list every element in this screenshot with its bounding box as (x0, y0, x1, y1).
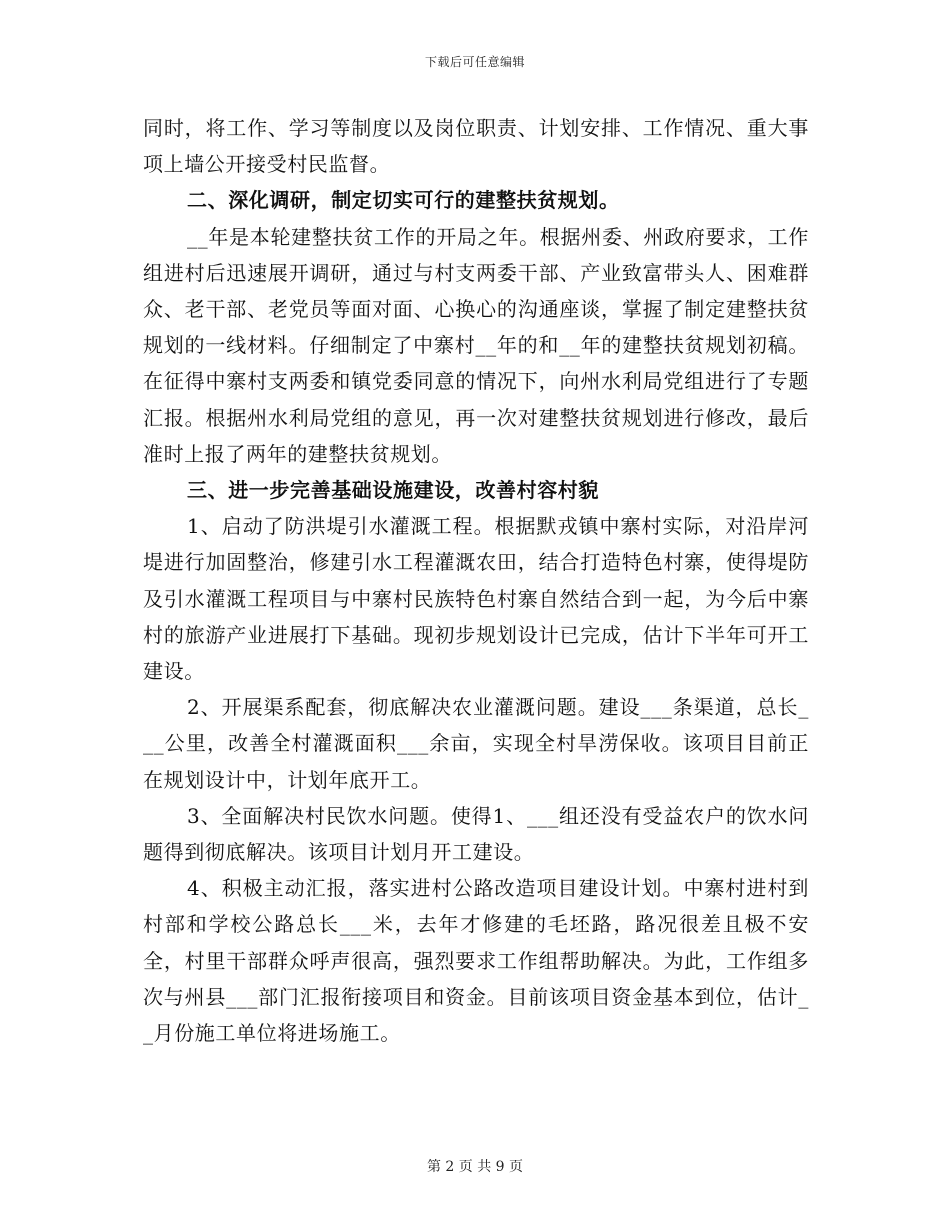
body-paragraph: 1、启动了防洪堤引水灌溉工程。根据默戎镇中寨村实际，对沿岸河堤进行加固整治，修建引水工程灌溉农田，结合打造特色村寨，使得堤防及引水灌溉工程项目与中寨村民族特色村寨自然结合到一起，为今后中寨村的旅游产业进展打下基础。现初步规划设计已完成，估计下半年可开工建设。 (143, 514, 809, 684)
body-paragraph: 4、积极主动汇报，落实进村公路改造项目建设计划。中寨村进村到村部和学校公路总长___米，去年才修建的毛坯路，路况很差且极不安全，村里干部群众呼声很高，强烈要求工作组帮助解决。为此，工作组多次与州县___部门汇报衔接项目和资金。目前该项目资金基本到位，估计__月份施工单位将进场施工。 (143, 876, 809, 1046)
body-paragraph: __年是本轮建整扶贫工作的开局之年。根据州委、州政府要求，工作组进村后迅速展开调研，通过与村支两委干部、产业致富带头人、困难群众、老干部、老党员等面对面、心换心的沟通座谈，掌握了制定建整扶贫规划的一线材料。仔细制定了中寨村__年的和__年的建整扶贫规划初稿。在征得中寨村支两委和镇党委同意的情况下，向州水利局党组进行了专题汇报。根据州水利局党组的意见，再一次对建整扶贫规划进行修改，最后准时上报了两年的建整扶贫规划。 (143, 224, 809, 466)
section-heading: 二、深化调研，制定切实可行的建整扶贫规划。 (187, 188, 620, 213)
body-paragraph: 同时，将工作、学习等制度以及岗位职责、计划安排、工作情况、重大事项上墙公开接受村民监督。 (143, 116, 809, 177)
section-heading: 三、进一步完善基础设施建设，改善村容村貌 (187, 478, 599, 503)
page-number-indicator: 第 2 页 共 9 页 (426, 1159, 524, 1175)
document-body (143, 110, 809, 1051)
page-header-note: 下载后可任意编辑 (424, 55, 525, 69)
body-paragraph: 2、开展渠系配套，彻底解决农业灌溉问题。建设___条渠道，总长___公里，改善全村灌溉面积___余亩，实现全村旱涝保收。该项目目前正在规划设计中，计划年底开工。 (143, 695, 809, 792)
body-paragraph: 3、全面解决村民饮水问题。使得1、___组还没有受益农户的饮水问题得到彻底解决。该项目计划月开工建设。 (143, 803, 809, 865)
